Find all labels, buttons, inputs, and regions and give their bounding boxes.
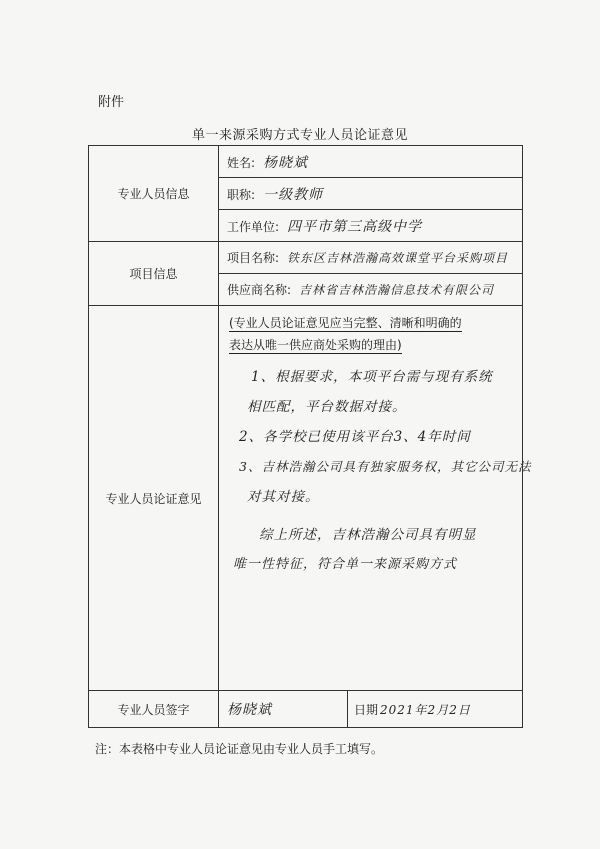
project-name-label: 项目名称: <box>227 251 280 265</box>
project-name-row <box>219 242 523 274</box>
opinion-handwriting <box>229 362 532 580</box>
signature-date-row <box>219 691 523 728</box>
signature-label: 专业人员签字 <box>89 691 219 728</box>
job-title-label: 职称: <box>227 187 256 202</box>
opinion-line: 对其对接。 <box>247 489 320 505</box>
supplier-name-value: 吉林省吉林浩瀚信息技术有限公司 <box>299 283 495 297</box>
section-opinion: 专业人员论证意见 <box>89 306 219 691</box>
opinion-line: 1、根据要求，本项平台需与现有系统 <box>251 369 493 385</box>
signature-cell <box>219 691 348 727</box>
opinion-line: 综上所述，吉林浩瀚公司具有明显 <box>259 527 477 543</box>
job-title-value: 一级教师 <box>263 186 324 203</box>
supplier-name-row <box>219 274 523 306</box>
name-label: 姓名: <box>227 155 256 170</box>
opinion-line: 3、吉林浩瀚公司具有独家服务权，其它公司无法 <box>239 459 532 474</box>
supplier-name-label: 供应商名称: <box>227 283 292 297</box>
date-label: 日期 <box>354 702 379 717</box>
project-name-value: 铁东区吉林浩瀚高效课堂平台采购项目 <box>287 251 509 265</box>
section-project-info: 项目信息 <box>89 242 219 306</box>
opinion-line: 2、各学校已使用该平台3、4年时间 <box>239 429 471 445</box>
footnote: 注：本表格中专业人员论证意见由专业人员手工填写。 <box>95 742 384 756</box>
date-value: 2021年2月2日 <box>380 702 471 717</box>
opinion-line: 相匹配，平台数据对接。 <box>247 399 407 415</box>
opinion-instruction-line-1: (专业人员论证意见应当完整、清晰和明确的 <box>229 316 462 330</box>
section-personnel-info: 专业人员信息 <box>89 146 219 242</box>
opinion-instruction-line-2: 表达从唯一供应商处采购的理由) <box>229 338 402 352</box>
opinion-cell <box>219 306 532 691</box>
document-title: 单一来源采购方式专业人员论证意见 <box>191 128 408 143</box>
opinion-line: 唯一性特征，符合单一来源采购方式 <box>233 557 458 572</box>
date-cell <box>348 691 523 727</box>
opinion-instruction <box>229 312 516 356</box>
work-unit-row <box>219 210 523 242</box>
work-unit-value: 四平市第三高级中学 <box>287 218 423 235</box>
job-title-row <box>219 178 523 210</box>
name-row <box>219 146 523 178</box>
opinion-form-table <box>88 145 532 728</box>
attachment-label: 附件 <box>98 95 125 110</box>
signature-value: 杨晓斌 <box>227 702 272 718</box>
name-value: 杨晓斌 <box>263 154 309 171</box>
work-unit-label: 工作单位: <box>227 219 280 234</box>
